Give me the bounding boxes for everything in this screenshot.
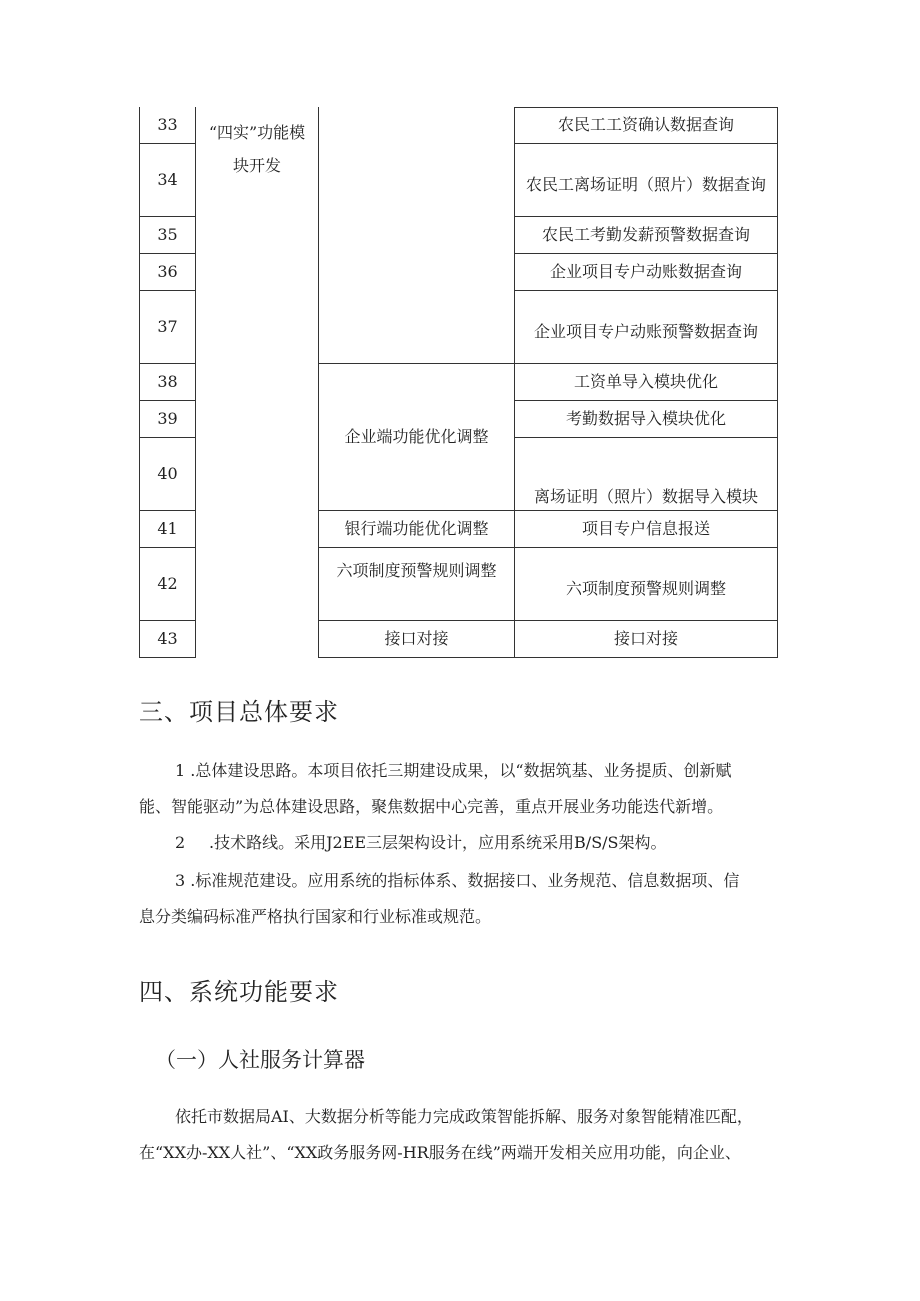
row-number: 38 — [157, 372, 178, 391]
section3-p3-line2: 息分类编码标准严格执行国家和行业标准或规范。 — [139, 907, 492, 926]
table-border-right — [777, 107, 778, 658]
module-name-line2: 块开发 — [232, 156, 281, 175]
section3-p2-text: .技术路线。采用J2EE三层架构设计，应用系统采用B/S/S架构。 — [209, 833, 667, 852]
section3-p2-number: 2 — [175, 833, 186, 852]
table-row-line — [139, 657, 196, 658]
group-interface: 接口对接 — [384, 629, 449, 648]
detail-cell: 农民工工资确认数据查询 — [557, 115, 734, 134]
detail-cell: 离场证明（照片）数据导入模块 — [533, 487, 758, 506]
table-row-line — [514, 290, 778, 291]
module-name-line1: “四实”功能模 — [208, 123, 306, 142]
detail-cell: 六项制度预警规则调整 — [565, 579, 726, 598]
row-number: 42 — [157, 574, 178, 593]
row-number: 37 — [157, 317, 178, 336]
module-name-cell — [196, 116, 318, 182]
detail-cell: 农民工考勤发薪预警数据查询 — [541, 225, 750, 244]
group-rules: 六项制度预警规则调整 — [336, 561, 497, 580]
row-number: 36 — [157, 262, 178, 281]
table-col-divider — [195, 107, 196, 658]
group-enterprise: 企业端功能优化调整 — [344, 427, 489, 446]
section4-heading: 四、系统功能要求 — [139, 978, 339, 1006]
row-number: 33 — [157, 115, 178, 134]
table-row-line — [514, 657, 778, 658]
detail-cell: 接口对接 — [613, 629, 678, 648]
group-bank: 银行端功能优化调整 — [344, 519, 489, 538]
detail-cell: 农民工离场证明（照片）数据查询 — [525, 175, 766, 194]
section3-heading: 三、项目总体要求 — [139, 698, 339, 726]
section3-p3-line1: 3 .标准规范建设。应用系统的指标体系、数据接口、业务规范、信息数据项、信 — [175, 871, 740, 890]
row-number: 39 — [157, 409, 178, 428]
detail-cell: 考勤数据导入模块优化 — [565, 409, 726, 428]
section3-p1-line1: 1 .总体建设思路。本项目依托三期建设成果，以“数据筑基、业务提质、创新赋 — [175, 761, 732, 780]
section4-subheading: （一）人社服务计算器 — [155, 1048, 365, 1072]
detail-cell: 工资单导入模块优化 — [573, 372, 718, 391]
row-number: 35 — [157, 225, 178, 244]
detail-cell: 项目专户信息报送 — [581, 519, 710, 538]
detail-cell: 企业项目专户动账数据查询 — [549, 262, 742, 281]
table-row-line — [514, 143, 778, 144]
row-number: 43 — [157, 629, 178, 648]
section4-p1-line1: 依托市数据局AI、大数据分析等能力完成政策智能拆解、服务对象智能精准匹配， — [175, 1107, 753, 1126]
section4-p1-line2: 在“XX办-XX人社”、“XX政务服务网-HR服务在线”两端开发相关应用功能，向企业、 — [139, 1143, 741, 1162]
table-row-line — [514, 547, 778, 548]
row-number: 34 — [157, 170, 178, 189]
section3-p1-line2: 能、智能驱动”为总体建设思路，聚焦数据中心完善，重点开展业务功能迭代新增。 — [139, 797, 724, 816]
row-number: 40 — [157, 464, 178, 483]
table-row-line — [318, 657, 515, 658]
detail-cell: 企业项目专户动账预警数据查询 — [533, 322, 758, 341]
row-number: 41 — [157, 519, 178, 538]
table-row-line — [318, 547, 515, 548]
